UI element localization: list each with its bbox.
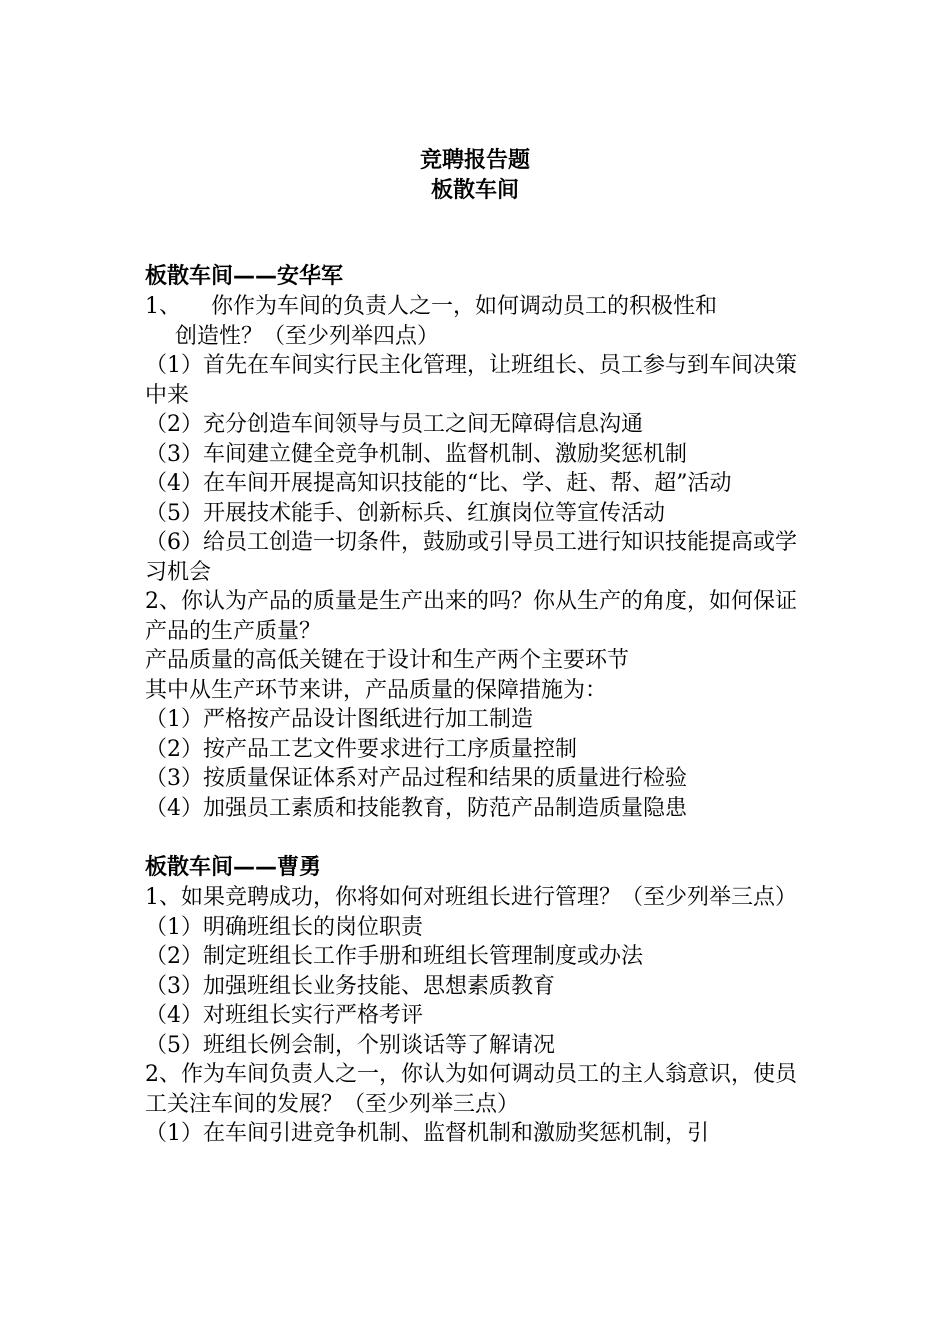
- answer-item: （1）首先在车间实行民主化管理，让班组长、员工参与到车间决策中来: [145, 353, 797, 408]
- section2-heading: 板散车间——曹勇: [145, 855, 322, 880]
- title-sub: 板散车间: [430, 178, 519, 203]
- answer-item: （1）在车间引进竞争机制、监督机制和激励奖惩机制，引: [145, 1121, 709, 1146]
- answer-item: （4）对班组长实行严格考评: [145, 1003, 423, 1028]
- answer-item: （2）按产品工艺文件要求进行工序质量控制: [145, 736, 577, 762]
- answer-intro: 产品质量的高低关键在于设计和生产两个主要环节: [145, 648, 630, 673]
- answer-item: （3）车间建立健全竞争机制、监督机制、激励奖惩机制: [145, 441, 687, 467]
- question-text-continued: 创造性？（至少列举四点）: [175, 323, 440, 349]
- answer-intro: 其中从生产环节来讲，产品质量的保障措施为：: [145, 677, 608, 703]
- title-main: 竞聘报告题: [419, 148, 530, 173]
- answer-item: （3）加强班组长业务技能、思想素质教育: [145, 973, 555, 999]
- question-number: 1、: [145, 294, 181, 319]
- section1-heading: 板散车间——安华军: [145, 264, 344, 289]
- document-body: [145, 262, 813, 1149]
- answer-item: （5）班组长例会制，个别谈话等了解请况: [145, 1032, 555, 1058]
- answer-item: （4）加强员工素质和技能教育，防范产品制造质量隐患: [145, 795, 687, 821]
- answer-item: （2）制定班组长工作手册和班组长管理制度或办法: [145, 944, 643, 969]
- answer-item: （5）开展技术能手、创新标兵、红旗岗位等宣传活动: [145, 500, 665, 526]
- answer-item: （2）充分创造车间领导与员工之间无障碍信息沟通: [145, 412, 643, 437]
- section1-question2: 2、你认为产品的质量是生产出来的吗？你从生产的角度，如何保证产品的生产质量？: [145, 589, 797, 644]
- section1-question1: [145, 292, 813, 322]
- answer-item: （1）严格按产品设计图纸进行加工制造: [145, 707, 533, 732]
- question-text: 你作为车间的负责人之一，如何调动员工的积极性和: [211, 294, 718, 319]
- section2-question1: 1、如果竞聘成功，你将如何对班组长进行管理？（至少列举三点）: [145, 885, 797, 910]
- document-title: [0, 146, 950, 206]
- section2-question2: 2、作为车间负责人之一，你认为如何调动员工的主人翁意识，使员工关注车间的发展？（至少列举三点）: [145, 1062, 797, 1117]
- answer-item: （6）给员工创造一切条件，鼓励或引导员工进行知识技能提高或学习机会: [145, 530, 797, 585]
- answer-item: （1）明确班组长的岗位职责: [145, 914, 423, 940]
- answer-item: （4）在车间开展提高知识技能的“比、学、赶、帮、超”活动: [145, 471, 732, 496]
- answer-item: （3）按质量保证体系对产品过程和结果的质量进行检验: [145, 766, 687, 791]
